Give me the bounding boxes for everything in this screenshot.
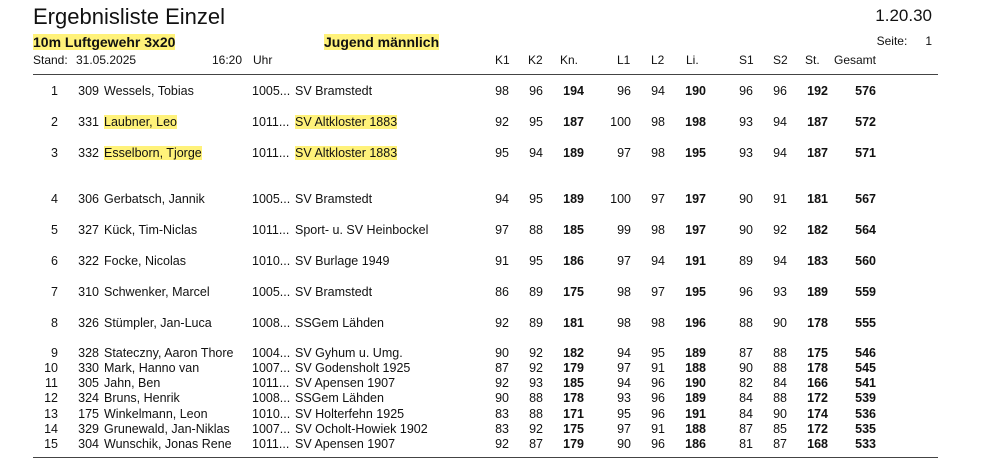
score-li: 186 — [685, 437, 706, 451]
club-code: 1011... — [252, 376, 290, 390]
start-number: 326 — [78, 316, 99, 330]
shooter-name: Schwenker, Marcel — [104, 285, 210, 299]
score-k2: 88 — [529, 391, 543, 405]
score-s2: 96 — [773, 84, 787, 98]
score-s1: 90 — [739, 223, 753, 237]
shooter-name: Wunschik, Jonas Rene — [104, 437, 232, 451]
club-code: 1005... — [252, 285, 291, 299]
page-indicator — [877, 34, 932, 48]
score-s1: 89 — [739, 254, 753, 268]
score-kn: 194 — [563, 84, 584, 98]
score-l2: 91 — [651, 361, 665, 375]
score-k1: 94 — [495, 192, 509, 206]
score-k2: 95 — [529, 254, 543, 268]
score-l1: 95 — [617, 407, 631, 421]
score-s2: 85 — [773, 422, 787, 436]
score-li: 191 — [685, 254, 706, 268]
start-number: 328 — [78, 346, 99, 360]
score-total: 533 — [855, 437, 876, 451]
start-number: 324 — [78, 391, 99, 405]
score-kn: 179 — [563, 361, 584, 375]
score-k2: 96 — [529, 84, 543, 98]
score-s1: 96 — [739, 84, 753, 98]
score-l2: 94 — [651, 84, 665, 98]
score-l2: 98 — [651, 316, 665, 330]
start-number: 310 — [78, 285, 99, 299]
score-st: 172 — [807, 391, 828, 405]
score-total: 535 — [855, 422, 876, 436]
table-row — [0, 346, 1000, 360]
club-code: 1007... — [252, 422, 291, 436]
score-l2: 94 — [651, 254, 665, 268]
score-s2: 84 — [773, 376, 787, 390]
score-l1: 90 — [617, 437, 631, 451]
score-k1: 95 — [495, 146, 509, 160]
start-number: 329 — [78, 422, 99, 436]
rank: 3 — [51, 146, 58, 160]
score-s1: 96 — [739, 285, 753, 299]
club-name: SV Burlage 1949 — [295, 254, 390, 268]
score-total: 571 — [855, 146, 876, 160]
score-st: 166 — [807, 376, 828, 390]
stand-time-unit: Uhr — [253, 53, 273, 67]
shooter-name: Grunewald, Jan-Niklas — [104, 422, 230, 436]
score-l1: 97 — [617, 422, 631, 436]
score-li: 189 — [685, 346, 706, 360]
score-li: 195 — [685, 285, 706, 299]
discipline-label: 10m Luftgewehr 3x20 — [33, 34, 176, 50]
score-st: 187 — [807, 146, 828, 160]
score-s2: 92 — [773, 223, 787, 237]
score-k2: 93 — [529, 376, 543, 390]
shooter-name: Winkelmann, Leon — [104, 407, 208, 421]
score-li: 189 — [685, 391, 706, 405]
score-s2: 94 — [773, 115, 787, 129]
rank: 1 — [51, 84, 58, 98]
score-li: 190 — [685, 84, 706, 98]
score-l1: 98 — [617, 285, 631, 299]
column-header-kn: Kn. — [560, 53, 579, 67]
score-total: 555 — [855, 316, 876, 330]
score-li: 190 — [685, 376, 706, 390]
score-s2: 88 — [773, 346, 787, 360]
score-s1: 81 — [739, 437, 753, 451]
score-st: 187 — [807, 115, 828, 129]
score-l1: 94 — [617, 346, 631, 360]
rank: 8 — [51, 316, 58, 330]
score-total: 567 — [855, 192, 876, 206]
rank: 11 — [45, 376, 58, 390]
score-s2: 88 — [773, 361, 787, 375]
score-kn: 186 — [563, 254, 584, 268]
score-s1: 93 — [739, 115, 753, 129]
column-header-total: Gesamt — [834, 53, 877, 67]
club-code: 1007... — [252, 361, 291, 375]
score-l1: 98 — [617, 316, 631, 330]
club-name: Sport- u. SV Heinbockel — [295, 223, 429, 237]
rank: 10 — [44, 361, 58, 375]
club-code: 1008... — [252, 391, 291, 405]
score-l2: 98 — [651, 115, 665, 129]
score-kn: 175 — [563, 422, 584, 436]
score-kn: 175 — [563, 285, 584, 299]
score-total: 541 — [855, 376, 876, 390]
score-kn: 182 — [563, 346, 584, 360]
header-rule — [33, 74, 938, 75]
rank: 12 — [44, 391, 58, 405]
score-s2: 90 — [773, 407, 787, 421]
score-k1: 83 — [495, 407, 509, 421]
table-row — [0, 223, 1000, 237]
score-st: 182 — [807, 223, 828, 237]
start-number: 304 — [78, 437, 99, 451]
start-number: 309 — [78, 84, 99, 98]
table-row — [0, 285, 1000, 299]
score-k1: 83 — [495, 422, 509, 436]
score-k2: 92 — [529, 361, 543, 375]
shooter-name: Wessels, Tobias — [104, 84, 194, 98]
version-label: 1.20.30 — [875, 6, 932, 25]
club-code: 1011... — [252, 223, 290, 237]
rank: 13 — [44, 407, 58, 421]
score-l2: 98 — [651, 223, 665, 237]
club-name: SV Godensholt 1925 — [295, 361, 411, 375]
page-label: Seite: — [876, 34, 908, 48]
start-number: 305 — [78, 376, 99, 390]
column-header-s2: S2 — [773, 53, 788, 67]
score-l2: 95 — [651, 346, 665, 360]
score-st: 183 — [807, 254, 828, 268]
score-k2: 87 — [529, 437, 543, 451]
score-li: 195 — [685, 146, 706, 160]
score-k1: 90 — [495, 346, 509, 360]
table-row — [0, 146, 1000, 160]
shooter-name: Esselborn, Tjorge — [104, 146, 202, 160]
club-name: SV Gyhum u. Umg. — [295, 346, 403, 360]
score-s2: 94 — [773, 254, 787, 268]
score-li: 197 — [685, 192, 706, 206]
score-s2: 94 — [773, 146, 787, 160]
shooter-name: Bruns, Henrik — [104, 391, 180, 405]
club-code: 1008... — [252, 316, 291, 330]
start-number: 331 — [78, 115, 99, 129]
score-k2: 92 — [529, 346, 543, 360]
score-l2: 91 — [651, 422, 665, 436]
score-s1: 84 — [739, 407, 753, 421]
club-code: 1005... — [252, 84, 291, 98]
club-name: SV Apensen 1907 — [295, 437, 396, 451]
score-s1: 88 — [739, 316, 753, 330]
score-s1: 90 — [739, 361, 753, 375]
column-header-l2: L2 — [651, 53, 665, 67]
start-number: 322 — [78, 254, 99, 268]
score-k1: 91 — [495, 254, 509, 268]
footer-rule — [33, 457, 938, 458]
shooter-name: Kück, Tim-Niclas — [104, 223, 198, 237]
score-total: 545 — [855, 361, 876, 375]
score-s2: 91 — [773, 192, 787, 206]
score-l2: 98 — [651, 146, 665, 160]
score-l1: 99 — [617, 223, 631, 237]
stand-date: 31.05.2025 — [76, 53, 137, 67]
table-row — [0, 422, 1000, 436]
score-kn: 185 — [563, 376, 584, 390]
score-kn: 189 — [563, 192, 584, 206]
score-total: 559 — [855, 285, 876, 299]
score-total: 564 — [855, 223, 876, 237]
score-k2: 89 — [529, 316, 543, 330]
score-st: 175 — [807, 346, 828, 360]
table-row — [0, 115, 1000, 129]
score-kn: 187 — [563, 115, 584, 129]
table-row — [0, 84, 1000, 98]
score-li: 188 — [685, 361, 706, 375]
score-s1: 87 — [739, 422, 753, 436]
club-name: SV Bramstedt — [295, 285, 373, 299]
score-k1: 97 — [495, 223, 509, 237]
score-st: 189 — [807, 285, 828, 299]
start-number: 175 — [78, 407, 99, 421]
club-name: SV Ocholt-Howiek 1902 — [295, 422, 428, 436]
score-k1: 92 — [495, 115, 509, 129]
start-number: 330 — [78, 361, 99, 375]
score-li: 198 — [685, 115, 706, 129]
score-l1: 94 — [617, 376, 631, 390]
table-row — [0, 376, 1000, 390]
score-k1: 86 — [495, 285, 509, 299]
score-st: 178 — [807, 316, 828, 330]
start-number: 306 — [78, 192, 99, 206]
shooter-name: Laubner, Leo — [104, 115, 177, 129]
table-row — [0, 407, 1000, 421]
start-number: 327 — [78, 223, 99, 237]
score-st: 181 — [807, 192, 828, 206]
category-label: Jugend männlich — [324, 34, 440, 50]
rank: 4 — [51, 192, 58, 206]
club-name: SSGem Lähden — [295, 391, 384, 405]
page-number: 1 — [925, 34, 932, 48]
score-k1: 98 — [495, 84, 509, 98]
score-li: 191 — [685, 407, 706, 421]
rank: 7 — [51, 285, 58, 299]
stand-time: 16:20 — [212, 53, 243, 67]
column-header-s1: S1 — [739, 53, 754, 67]
score-s1: 87 — [739, 346, 753, 360]
score-s1: 93 — [739, 146, 753, 160]
score-k1: 90 — [495, 391, 509, 405]
club-name: SV Apensen 1907 — [295, 376, 396, 390]
score-li: 196 — [685, 316, 706, 330]
score-k1: 92 — [495, 316, 509, 330]
rank: 5 — [51, 223, 58, 237]
score-total: 546 — [855, 346, 876, 360]
score-l2: 96 — [651, 437, 665, 451]
column-header-l1: L1 — [617, 53, 631, 67]
club-code: 1005... — [252, 192, 291, 206]
score-k2: 92 — [529, 422, 543, 436]
club-name: SV Holterfehn 1925 — [295, 407, 405, 421]
start-number: 332 — [78, 146, 99, 160]
score-st: 174 — [807, 407, 828, 421]
score-s1: 90 — [739, 192, 753, 206]
score-total: 572 — [855, 115, 876, 129]
rank: 9 — [51, 346, 58, 360]
score-s1: 84 — [739, 391, 753, 405]
shooter-name: Gerbatsch, Jannik — [104, 192, 205, 206]
score-l1: 93 — [617, 391, 631, 405]
score-k1: 87 — [495, 361, 509, 375]
score-k2: 95 — [529, 192, 543, 206]
score-l1: 100 — [610, 192, 631, 206]
score-l2: 96 — [651, 407, 665, 421]
club-code: 1011... — [252, 115, 290, 129]
shooter-name: Jahn, Ben — [104, 376, 161, 390]
table-row — [0, 361, 1000, 375]
score-kn: 189 — [563, 146, 584, 160]
score-total: 536 — [855, 407, 876, 421]
score-k2: 89 — [529, 285, 543, 299]
table-row — [0, 437, 1000, 451]
table-row — [0, 192, 1000, 206]
club-name: SSGem Lähden — [295, 316, 384, 330]
rank: 15 — [44, 437, 58, 451]
score-st: 178 — [807, 361, 828, 375]
club-code: 1010... — [252, 254, 291, 268]
score-s2: 90 — [773, 316, 787, 330]
club-code: 1004... — [252, 346, 291, 360]
club-code: 1010... — [252, 407, 291, 421]
score-k1: 92 — [495, 437, 509, 451]
shooter-name: Mark, Hanno van — [104, 361, 200, 375]
stand-label: Stand: — [33, 53, 68, 67]
score-total: 576 — [855, 84, 876, 98]
column-header-st: St. — [805, 53, 820, 67]
score-k2: 88 — [529, 223, 543, 237]
rank: 2 — [51, 115, 58, 129]
score-st: 192 — [807, 84, 828, 98]
score-kn: 171 — [563, 407, 584, 421]
table-row — [0, 254, 1000, 268]
club-name: SV Altkloster 1883 — [295, 146, 398, 160]
score-l1: 97 — [617, 146, 631, 160]
table-row — [0, 316, 1000, 330]
score-total: 539 — [855, 391, 876, 405]
score-l1: 97 — [617, 361, 631, 375]
table-row — [0, 391, 1000, 405]
shooter-name: Focke, Nicolas — [104, 254, 186, 268]
score-kn: 178 — [563, 391, 584, 405]
score-st: 172 — [807, 422, 828, 436]
score-kn: 179 — [563, 437, 584, 451]
score-st: 168 — [807, 437, 828, 451]
score-kn: 185 — [563, 223, 584, 237]
club-name: SV Bramstedt — [295, 192, 373, 206]
club-code: 1011... — [252, 146, 290, 160]
club-name: SV Altkloster 1883 — [295, 115, 398, 129]
score-l1: 96 — [617, 84, 631, 98]
score-l2: 97 — [651, 192, 665, 206]
score-l1: 97 — [617, 254, 631, 268]
score-s2: 88 — [773, 391, 787, 405]
score-li: 197 — [685, 223, 706, 237]
rank: 6 — [51, 254, 58, 268]
score-li: 188 — [685, 422, 706, 436]
score-s2: 87 — [773, 437, 787, 451]
column-header-li: Li. — [686, 53, 699, 67]
score-l1: 100 — [610, 115, 631, 129]
page-title: Ergebnisliste Einzel — [33, 4, 225, 29]
score-l2: 96 — [651, 376, 665, 390]
score-k2: 94 — [529, 146, 543, 160]
score-l2: 96 — [651, 391, 665, 405]
score-kn: 181 — [563, 316, 584, 330]
score-k2: 95 — [529, 115, 543, 129]
club-name: SV Bramstedt — [295, 84, 373, 98]
score-s2: 93 — [773, 285, 787, 299]
club-code: 1011... — [252, 437, 290, 451]
shooter-name: Stümpler, Jan-Luca — [104, 316, 212, 330]
score-k1: 92 — [495, 376, 509, 390]
shooter-name: Stateczny, Aaron Thore — [104, 346, 234, 360]
score-total: 560 — [855, 254, 876, 268]
score-k2: 88 — [529, 407, 543, 421]
score-s1: 82 — [739, 376, 753, 390]
column-header-k1: K1 — [495, 53, 510, 67]
score-l2: 97 — [651, 285, 665, 299]
rank: 14 — [44, 422, 58, 436]
column-header-k2: K2 — [528, 53, 543, 67]
